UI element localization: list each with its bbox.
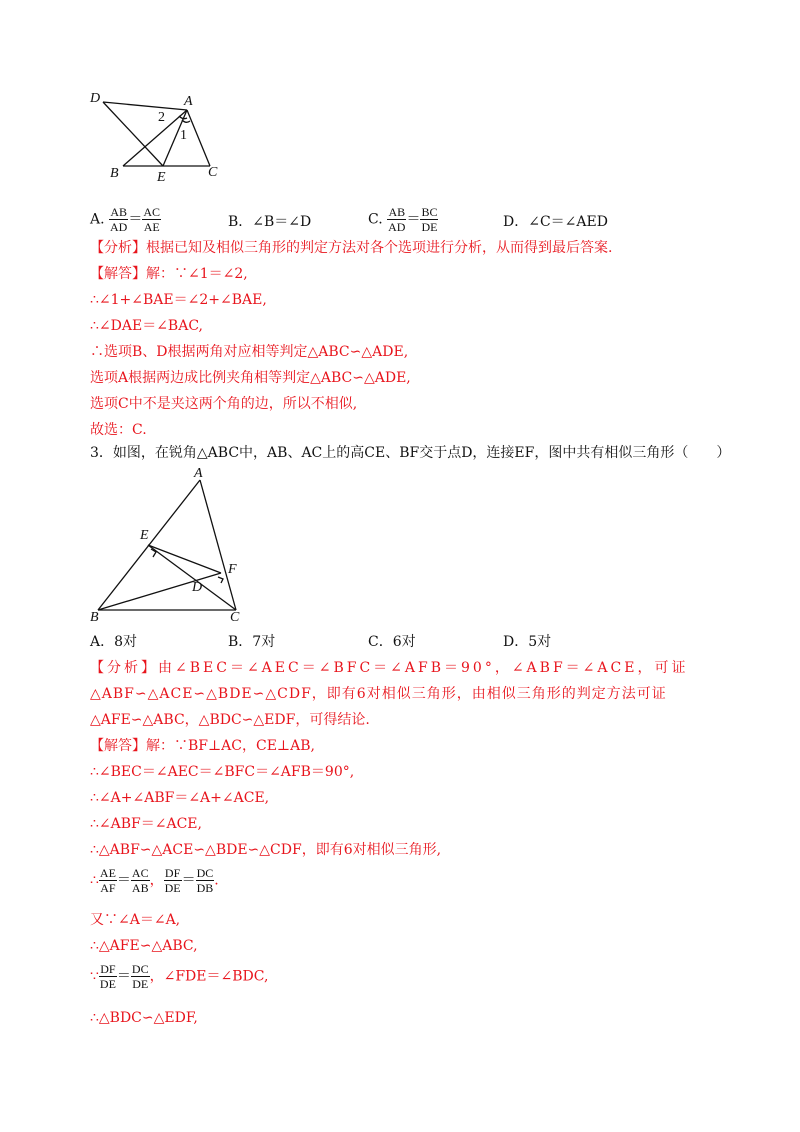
equals: ＝ — [406, 211, 421, 228]
option-a — [90, 205, 161, 234]
q2-step-4: 选项A根据两边成比例夹角相等判定△ABC∽△ADE, — [90, 370, 411, 386]
q3-step-4: ∴△ABF∽△ACE∽△BDE∽△CDF，即有6对相似三角形, — [90, 842, 442, 858]
q2-analysis: 【分析】根据已知及相似三角形的判定方法对各个选项进行分析，从而得到最后答案. — [90, 240, 613, 256]
denominator: AD — [388, 220, 406, 234]
angle-label-2: 2 — [158, 110, 165, 125]
denominator: AE — [143, 220, 160, 234]
point-label-d: D — [90, 91, 101, 106]
numerator: DF — [100, 962, 116, 976]
q2-step-6: 故选：C. — [90, 422, 147, 438]
fraction — [99, 962, 117, 991]
point-label-e: E — [140, 528, 149, 543]
q3-option-c: C．6对 — [368, 634, 416, 650]
q3-stem: 3．如图，在锐角△ABC中，AB、AC上的高CE、BF交于点D，连接EF，图中共有相似三角形（ ） — [90, 445, 731, 461]
fraction — [142, 205, 161, 234]
denominator: AF — [100, 881, 116, 895]
option-b: B．∠B＝∠D — [228, 214, 312, 230]
equals: ＝ — [116, 968, 131, 985]
q3-analysis-line-1: 【分析】由∠BEC＝∠AEC＝∠BFC＝∠AFB＝90°，∠ABF＝∠ACE，可证 — [90, 660, 689, 676]
denominator: DE — [164, 881, 181, 895]
q3-step-2: ∴∠A+∠ABF＝∠A+∠ACE, — [90, 790, 270, 806]
q3-step-3: ∴∠ABF＝∠ACE, — [90, 816, 202, 832]
point-label-a: A — [184, 94, 193, 109]
q2-step-1: ∴∠1+∠BAE＝∠2+∠BAE, — [90, 292, 267, 308]
numerator: AE — [99, 866, 116, 880]
numerator: AC — [131, 866, 149, 880]
numerator: BC — [421, 205, 438, 219]
point-label-d: D — [192, 580, 203, 595]
option-c — [368, 205, 438, 234]
separator: ， — [149, 872, 164, 889]
q3-step-5: 又∵∠A＝∠A, — [90, 912, 181, 928]
q3-step-7: ∴△BDC∽△EDF, — [90, 1010, 198, 1026]
denominator: DB — [196, 881, 214, 895]
option-a-label: A. — [90, 211, 105, 228]
q3-step-1: ∴∠BEC＝∠AEC＝∠BFC＝∠AFB＝90°, — [90, 764, 355, 780]
q3-fraction-step-2 — [90, 962, 268, 991]
numerator: DF — [164, 866, 181, 880]
point-label-c: C — [230, 610, 240, 625]
denominator: AD — [110, 220, 128, 234]
fraction — [131, 866, 150, 895]
q2-answer-head: 【解答】解：∵∠1＝∠2, — [90, 266, 248, 282]
point-label-b: B — [90, 610, 99, 625]
because-symbol: ∵ — [90, 968, 99, 985]
option-c-label: C. — [368, 211, 383, 228]
point-label-b: B — [110, 166, 119, 181]
figure-triangle-ade — [85, 88, 235, 188]
denominator: DE — [421, 220, 438, 234]
numerator: DC — [196, 866, 214, 880]
numerator: AB — [110, 205, 128, 219]
q3-analysis-line-2: △ABF∽△ACE∽△BDE∽△CDF，即有6对相似三角形，由相似三角形的判定方法可证 — [90, 686, 667, 702]
q3-answer-head: 【解答】解：∵BF⊥AC，CE⊥AB, — [90, 738, 315, 754]
q3-step-6: ∴△AFE∽△ABC, — [90, 938, 198, 954]
numerator: AC — [143, 205, 161, 219]
point-label-a: A — [194, 466, 203, 481]
angle-label-1: 1 — [180, 128, 187, 143]
denominator: AB — [131, 881, 149, 895]
fraction — [196, 866, 215, 895]
q2-step-2: ∴∠DAE＝∠BAC, — [90, 318, 203, 334]
point-label-c: C — [208, 165, 218, 180]
fraction — [164, 866, 182, 895]
denominator: DE — [99, 977, 116, 991]
q3-option-d: D．5对 — [503, 634, 552, 650]
point-label-f: F — [228, 562, 237, 577]
q3-option-b: B．7对 — [228, 634, 276, 650]
q3-option-a: A．8对 — [90, 634, 138, 650]
fraction — [420, 205, 438, 234]
denominator: DE — [132, 977, 149, 991]
fraction — [99, 866, 117, 895]
fraction — [131, 962, 150, 991]
numerator: DC — [131, 962, 149, 976]
geometry-figure-2 — [88, 466, 258, 628]
fraction — [109, 205, 128, 234]
fraction — [387, 205, 406, 234]
q2-step-5: 选项C中不是夹这两个角的边，所以不相似, — [90, 396, 358, 412]
equals: ＝ — [116, 872, 131, 889]
equals: ＝ — [128, 211, 143, 228]
option-d: D．∠C＝∠AED — [503, 214, 608, 230]
angle-equality: ，∠FDE＝∠BDC, — [149, 968, 269, 985]
numerator: AB — [388, 205, 406, 219]
equals: ＝ — [181, 872, 196, 889]
therefore-symbol: ∴ — [90, 872, 99, 889]
point-label-e: E — [157, 170, 166, 185]
q3-fraction-step — [90, 866, 219, 895]
period: . — [214, 872, 219, 889]
q2-step-3: ∴选项B、D根据两角对应相等判定△ABC∽△ADE, — [90, 344, 409, 360]
q3-analysis-line-3: △AFE∽△ABC，△BDC∽△EDF，可得结论. — [90, 712, 370, 728]
figure-triangle-abc — [88, 466, 258, 628]
